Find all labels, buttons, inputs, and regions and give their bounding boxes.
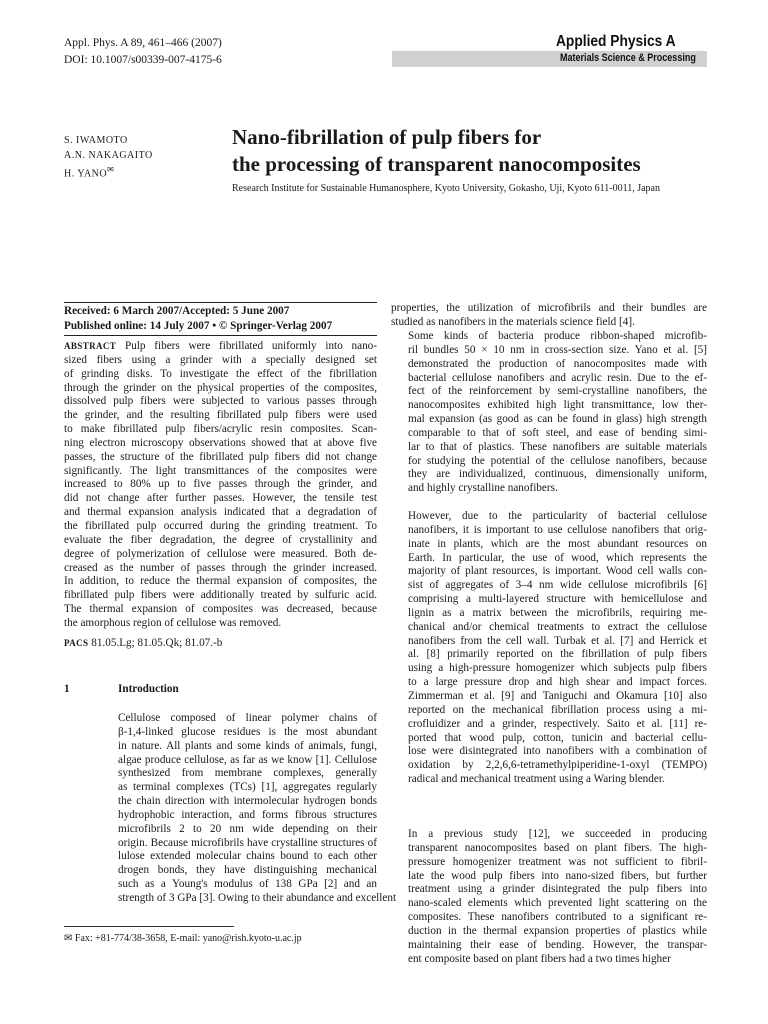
text-line: of grinding disks. To investigate the effect of the fibrillation — [64, 367, 377, 380]
text-line: Cellulose composed of linear polymer chains of — [118, 712, 377, 724]
text-line: through the grinder on the physical properties of the composites, — [64, 381, 377, 394]
envelope-icon: ✉ — [107, 165, 115, 174]
text-line: duction in the thermal expansion properties of plastics while — [408, 924, 707, 937]
text-line: pressure homogenizer treatment was not sufficient to fibril- — [408, 855, 707, 868]
section-number: 1 — [64, 683, 70, 695]
text-line: dissolved pulp fibers were subjected to various passes through — [64, 395, 377, 408]
text-line: late the wood pulp fibers into nano-sized fibers, but further — [408, 869, 707, 882]
text-line: microfibrils 2 to 20 nm wide depending on their — [118, 822, 377, 835]
text-line: inate in plants, which are the most abundant resources on — [408, 537, 707, 550]
abstract-label: ABSTRACT — [64, 341, 117, 351]
right-paragraph-3 — [391, 510, 707, 787]
text-line: and highly crystalline nanofibers. — [408, 482, 558, 495]
text-line: hydrophobic interaction, and forms fibrous structures — [118, 808, 377, 821]
text-line: oxidation by 2,2,6,6-tetramethylpiperidine-1-oxyl (TEMPO) — [408, 759, 707, 772]
author-3 — [64, 165, 114, 179]
text-line: degree of polymerization of cellulose were measured. Both de- — [64, 547, 377, 560]
text-line: drogen bonds, they have distinguishing mechanical — [118, 864, 377, 877]
text-line: crofluidizer and a grinder, respectively. Saito et al. [11] re- — [408, 717, 707, 730]
text-line: bacterial cellulose nanofibers and acrylic resin. Due to the ef- — [408, 371, 707, 384]
text-line: lulose extended molecular chains bound to each other — [118, 850, 377, 863]
text-line: sized fibers using a grinder with a specially designed set — [64, 353, 377, 366]
text-line: to make fibrillated pulp fibers/acrylic resin composites. Scan- — [64, 423, 377, 436]
text-line: β-1,4-linked glucose residues is the most abundant — [118, 725, 377, 738]
text-line: The thermal expansion of composites was decreased, because — [64, 603, 377, 616]
text-line: algae produce cellulose, as far as we know [1]. Cellulose — [118, 753, 377, 766]
author-3-name: H. YANO — [64, 168, 108, 180]
text-line: demonstrated the production of nanocomposites made with — [408, 357, 707, 370]
divider — [64, 302, 377, 303]
text-line: lar to that of plastics. These nanofibers are suitable materials — [408, 440, 707, 453]
text-line: comprising a multi-layered structure with hemicellulose and — [408, 593, 707, 606]
text-line: treatment using a grinder disintegrated the pulp fibers into — [408, 883, 707, 896]
text-line: lignin as a matrix between the microfibrils, requiring me- — [408, 606, 707, 619]
text-line: nano-scaled elements which prevented light scattering on the — [408, 897, 707, 910]
footnote-divider — [64, 926, 234, 927]
text-line: In addition, to reduce the thermal expansion of composites, the — [64, 575, 377, 588]
author-2: A.N. NAKAGAITO — [64, 150, 153, 161]
pacs-label: PACS — [64, 638, 89, 648]
pacs-text: 81.05.Lg; 81.05.Qk; 81.07.-b — [91, 637, 223, 649]
text-line: comparable to that of soft steel, and ease of bending simi- — [408, 426, 707, 439]
text-line: synthesized from membrane complexes, generally — [118, 767, 377, 780]
text-line: to a large pressure drop and high shear and impact forces. — [408, 676, 707, 689]
text-line: for studying the potential of the cellulose nanofibers, because — [408, 454, 707, 467]
text-line: al. [8] primarily reported on the fibrillation of pulp fibers — [408, 648, 707, 661]
text-line — [64, 340, 377, 354]
text-line: sist of aggregates of 3–4 nm wide cellulose microfibrils [6] — [408, 579, 707, 592]
author-1: S. IWAMOTO — [64, 135, 128, 146]
text-line: and thermal expansion analysis indicated that a degradation of — [64, 506, 377, 519]
journal-name: Applied Physics A — [556, 33, 676, 50]
abstract-first-line: Pulp fibers were fibrillated uniformly into nano- — [124, 340, 377, 352]
right-paragraph-4 — [391, 828, 707, 966]
text-line: maintaining their ease of bending. However, the transpar- — [408, 938, 707, 951]
text-line: nanocomposites exhibited high light transmittance, low ther- — [408, 399, 707, 412]
text-line: lose were disintegrated into nanofibers with a combination of — [408, 745, 707, 758]
text-line: ported that wood pulp, cotton, tunicin and bacterial cellu- — [408, 731, 707, 744]
text-line: However, due to the particularity of bacterial cellulose — [408, 510, 707, 522]
text-line: ning electron microscopy observations showed that at above five — [64, 436, 377, 449]
text-line: studied as nanofibers in the materials science field [4]. — [391, 315, 635, 328]
text-line: mal expansion (as good as can be found in glass) high strength — [408, 413, 707, 426]
text-line: evaluate the fiber degradation, the degree of crystallinity and — [64, 533, 377, 546]
text-line: chanical and/or chemical treatments to extract the cellulose — [408, 620, 707, 633]
text-line: creased as the number of passes through the grinder increased. — [64, 561, 377, 574]
text-line: in nature. All plants and some kinds of animals, fungi, — [118, 739, 377, 752]
pacs-codes — [64, 637, 377, 651]
published-date: Published online: 14 July 2007 • © Springer-Verlag 2007 — [64, 320, 333, 332]
affiliation: Research Institute for Sustainable Humanosphere, Kyoto University, Gokasho, Uji, Kyoto 611-0011, Japan — [232, 183, 660, 194]
text-line: they are individualized, continuous, dimensionally uniform, — [408, 468, 707, 481]
text-line: origin. Because microfibrils have crystalline structures of — [118, 836, 377, 849]
text-line: significantly. The light transmittances of the composites were — [64, 464, 377, 477]
text-line: ent composite based on plant fibers had a two times higher — [408, 952, 671, 965]
text-line: strength of 3 GPa [3]. Owing to their abundance and excellent — [118, 891, 397, 904]
text-line: properties, the utilization of microfibrils and their bundles are — [391, 302, 707, 314]
text-line: increased to 80% up to five passes through the grinder, and — [64, 478, 377, 491]
footnote: ✉ Fax: +81-774/38-3658, E-mail: yano@rish.kyoto-u.ac.jp — [64, 933, 302, 944]
text-line: Some kinds of bacteria produce ribbon-shaped microfib- — [408, 330, 707, 342]
divider — [64, 335, 377, 336]
intro-paragraph — [64, 712, 397, 906]
title-line-1: Nano-fibrillation of pulp fibers for — [232, 125, 542, 149]
text-line: the chain direction with intermolecular hydrogen bonds — [118, 795, 377, 808]
text-line: fect of the reinforcement by semi-crystalline nanofibers, the — [408, 385, 707, 398]
text-line: nanofibers from the cell wall. Turbak et al. [7] and Herrick et — [408, 634, 707, 647]
paper-title — [232, 124, 732, 178]
text-line: Earth. In particular, the use of wood, which represents the — [408, 551, 707, 564]
text-line: did not change after further passes. However, the tensile test — [64, 492, 377, 505]
text-line: nanofibers, it is important to use cellulose nanofibers that orig- — [408, 523, 707, 536]
doi: DOI: 10.1007/s00339-007-4175-6 — [64, 54, 222, 66]
text-line: radical and mechanical treatment using a Waring blender. — [408, 773, 665, 786]
text-line: majority of plant resources, is important. Wood cell walls con- — [408, 565, 707, 578]
abstract — [64, 340, 377, 631]
text-line: the fibrillated pulp occurred during the grinding treatment. To — [64, 519, 377, 532]
text-line: Zimmerman et al. [9] and Taniguchi and Okamura [10] also — [408, 689, 707, 702]
text-line: passes, the structure of the fibrillated pulp fibers did not change — [64, 450, 377, 463]
journal-citation: Appl. Phys. A 89, 461–466 (2007) — [64, 37, 222, 49]
text-line: such as a Young's modulus of 138 GPa [2] and an — [118, 878, 377, 891]
text-line: reported on the mechanical fibrillation process using a mi- — [408, 703, 707, 716]
title-line-2: the processing of transparent nanocomposites — [232, 152, 641, 176]
section-title: Introduction — [118, 683, 179, 695]
text-line: In a previous study [12], we succeeded in producing — [408, 828, 707, 840]
text-line: the amorphous region of cellulose was removed. — [64, 616, 282, 629]
text-line: using a high-pressure homogenizer which subjects pulp fibers — [408, 662, 707, 675]
right-paragraph-2 — [391, 330, 707, 496]
text-line: composites. These nanofibers contributed to a significant re- — [408, 911, 707, 924]
text-line: as terminal complexes (TCs) [1], aggregates regularly — [118, 781, 377, 794]
right-paragraph-1 — [391, 302, 707, 330]
journal-subtitle: Materials Science & Processing — [560, 52, 696, 64]
text-line: ril bundles 50 × 10 nm in cross-section size. Yano et al. [5] — [408, 343, 707, 356]
text-line: the grinder, and the resulting fibrillated pulp fibers were used — [64, 409, 377, 422]
received-dates: Received: 6 March 2007/Accepted: 5 June 2007 — [64, 305, 290, 317]
text-line: transparent nanocomposites based on plant fibers. The high- — [408, 841, 707, 854]
text-line: fibrillated pulp fibers were additionally treated by sulfuric acid. — [64, 589, 377, 602]
